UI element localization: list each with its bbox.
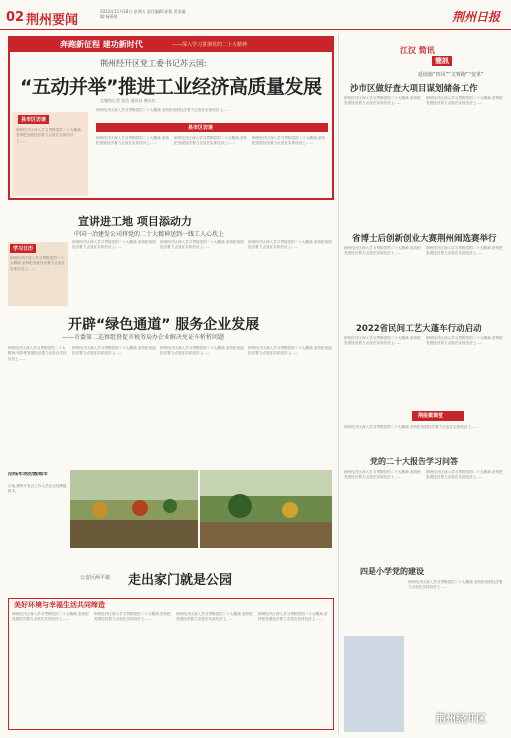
story3-subtitle: ——市委第二巡察组督促市税务局办企业解决免证车析析问题: [62, 334, 225, 341]
brief-headline-1: 沙市区做好査大项目谋划储备工作: [350, 84, 478, 94]
tree-shape: [163, 499, 177, 513]
story2-body-b: 荆州经开区深入学习贯彻党的二十大精神,坚持把发展经济着力点放在实体经济上……: [160, 240, 244, 250]
tree-shape: [228, 494, 252, 518]
story4-body-a: 荆州经开区深入学习贯彻党的二十大精神,坚持把发展经济着力点放在实体经济上……: [12, 612, 89, 622]
brief-body-3b: 荆州经开区深入学习贯彻党的二十大精神,坚持把发展经济着力点放在实体经济上……: [426, 336, 503, 346]
story2-subtitle: 中国一冶建发公司将党的二十大精神送到一线工人心坎上: [74, 231, 225, 238]
ground-shape: [200, 522, 332, 548]
column-divider: [338, 34, 339, 734]
brief-section-title: 江汉 简讯: [400, 46, 435, 55]
brief-body-2b: 荆州经开区深入学习贯彻党的二十大精神,坚持把发展经济着力点放在实体经济上……: [426, 246, 503, 256]
worker-figure: [282, 502, 298, 518]
story4-body-c: 荆州经开区深入学习贯彻党的二十大精神,坚持把发展经济着力点放在实体经济上……: [176, 612, 253, 622]
worker-figure: [132, 500, 148, 516]
tree-planting-photo-right: [200, 470, 332, 548]
story4-body-b: 荆州经开区深入学习贯彻党的二十大精神,坚持把发展经济着力点放在实体经济上……: [94, 612, 171, 622]
brief-body-1a: 荆州经开区深入学习贯彻党的二十大精神,坚持把发展经济着力点放在实体经济上……: [344, 96, 421, 106]
lead-byline: 全媒体记者 彭浩 通讯员 熊永红: [100, 98, 156, 103]
lead-body-col2: 荆州经开区深入学习贯彻党的二十大精神,坚持把发展经济着力点放在实体经济上……: [174, 136, 248, 146]
lead-body-col3: 荆州经开区深入学习贯彻党的二十大精神,坚持把发展经济着力点放在实体经济上……: [252, 136, 326, 146]
micro-class-label: 荆报微课堂: [418, 413, 444, 419]
lead-body-top: 荆州经开区深入学习贯彻党的二十大精神,坚持把发展经济着力点放在实体经济上……: [96, 108, 231, 112]
watermark: 荆州经开区: [436, 714, 486, 725]
photo-right-illustration: [200, 470, 332, 548]
section-title: 荆州要闻: [26, 13, 79, 28]
qa-body-c: 荆州经开区深入学习贯彻党的二十大精神,坚持把发展经济着力点放在实体经济上……: [408, 580, 503, 590]
sky-shape: [70, 470, 198, 500]
qa-body-a: 荆州经开区深入学习贯彻党的二十大精神,坚持把发展经济着力点放在实体经济上……: [344, 470, 421, 480]
side-photo: [344, 636, 404, 732]
brief-body-1b: 荆州经开区深入学习贯彻党的二十大精神,坚持把发展经济着力点放在实体经济上……: [426, 96, 503, 106]
lead-subtitle: 荆州经开区党工委书记苏云国:: [100, 59, 207, 68]
lead-headline: “五动并举”推进工业经济高质量发展: [20, 76, 322, 98]
ground-shape: [70, 520, 198, 548]
sidebar-text: 荆州经开区深入学习贯彻党的二十大精神,坚持把发展经济着力点放在实体经济上……: [16, 128, 82, 143]
story3-body-d: 荆州经开区深入学习贯彻党的二十大精神,坚持把发展经济着力点放在实体经济上……: [248, 346, 332, 356]
date-line: 2022年11月18日 星期五 责任编辑:孙莉 美术编辑:杨瑶瑶: [100, 9, 186, 19]
qa-body-b: 荆州经开区深入学习贯彻党的二十大精神,坚持把发展经济着力点放在实体经济上……: [426, 470, 503, 480]
brief-headline-2: 省博士后创新创业大赛荆州闹选赛举行: [352, 234, 497, 244]
story2-sidebar-label: 学习日历: [10, 244, 36, 253]
brief-body-2a: 荆州经开区深入学习贯彻党的二十大精神,坚持把发展经济着力点放在实体经济上……: [344, 246, 421, 256]
photo-left-illustration: [70, 470, 198, 548]
story2-headline: 宣讲进工地 项目添动力: [78, 215, 192, 228]
story3-body-c: 荆州经开区深入学习贯彻党的二十大精神,坚持把发展经济着力点放在实体经济上……: [160, 346, 244, 356]
story2-body-c: 荆州经开区深入学习贯彻党的二十大精神,坚持把发展经济着力点放在实体经济上……: [248, 240, 332, 250]
bottom-feature-title: 美好环境与幸福生活共同缔造: [14, 601, 105, 609]
photo-caption-text: 日前,荆州开发区工作人员在沿线种植树木。: [8, 484, 67, 494]
page-number: 02: [6, 10, 25, 25]
brief-body-3a: 荆州经开区深入学习贯彻党的二十大精神,坚持把发展经济着力点放在实体经济上……: [344, 336, 421, 346]
sky-shape: [200, 470, 332, 496]
story2-body-a: 荆州经开区深入学习贯彻党的二十大精神,坚持把发展经济着力点放在实体经济上……: [72, 240, 156, 250]
newspaper-logo: 荆州日报: [452, 10, 501, 24]
story4-body-d: 荆州经开区深入学习贯彻党的二十大精神,坚持把发展经济着力点放在实体经济上……: [258, 612, 328, 622]
micro-class-intro: 荆州经开区深入学习贯彻党的二十大精神,坚持把发展经济着力点放在实体经济上……: [344, 425, 479, 429]
brief-tagline: 延续施“四风”“又赛跑”“变革”: [418, 72, 484, 78]
county-bar-label: 县市区访谈: [188, 125, 214, 131]
lead-body-col1: 荆州经开区深入学习贯彻党的二十大精神,坚持把发展经济着力点放在实体经济上……: [96, 136, 170, 146]
brief-headline-3: 2022省民间工艺大蓬车行动启动: [356, 324, 482, 334]
banner-title: 奔跑新征程 建功新时代: [60, 40, 143, 49]
brief-section-tag: 簡訊: [432, 56, 452, 66]
story4-headline: 走出家门就是公园: [128, 573, 233, 588]
lead-banner: [10, 38, 332, 52]
tree-planting-photo-left: [70, 470, 198, 548]
story3-body-a: 荆州经开区深入学习贯彻党的二十大精神,坚持把发展经济着力点放在实体经济上……: [8, 346, 67, 361]
story4-subtitle: 公安区两平镇: [80, 575, 111, 581]
story3-body-b: 荆州经开区深入学习贯彻党的二十大精神,坚持把发展经济着力点放在实体经济上……: [72, 346, 156, 356]
worker-figure: [92, 502, 108, 518]
photo-caption-title: 沿线布场扮靓城市: [8, 472, 49, 477]
sidebar-label: 县市区访谈: [18, 115, 49, 124]
qa-headline: 党的二十大报告学习问答: [370, 457, 458, 466]
story2-sidebar-text: 荆州经开区深入学习贯彻党的二十大精神,坚持把发展经济着力点放在实体经济上……: [10, 256, 66, 271]
banner-subtitle: ——深入学习贯彻党的二十大精神: [172, 42, 248, 48]
story3-headline: 开辟“绿色通道” 服务企业发展: [68, 317, 260, 333]
qa-subheadline: 四是小学党的建设: [360, 567, 424, 576]
